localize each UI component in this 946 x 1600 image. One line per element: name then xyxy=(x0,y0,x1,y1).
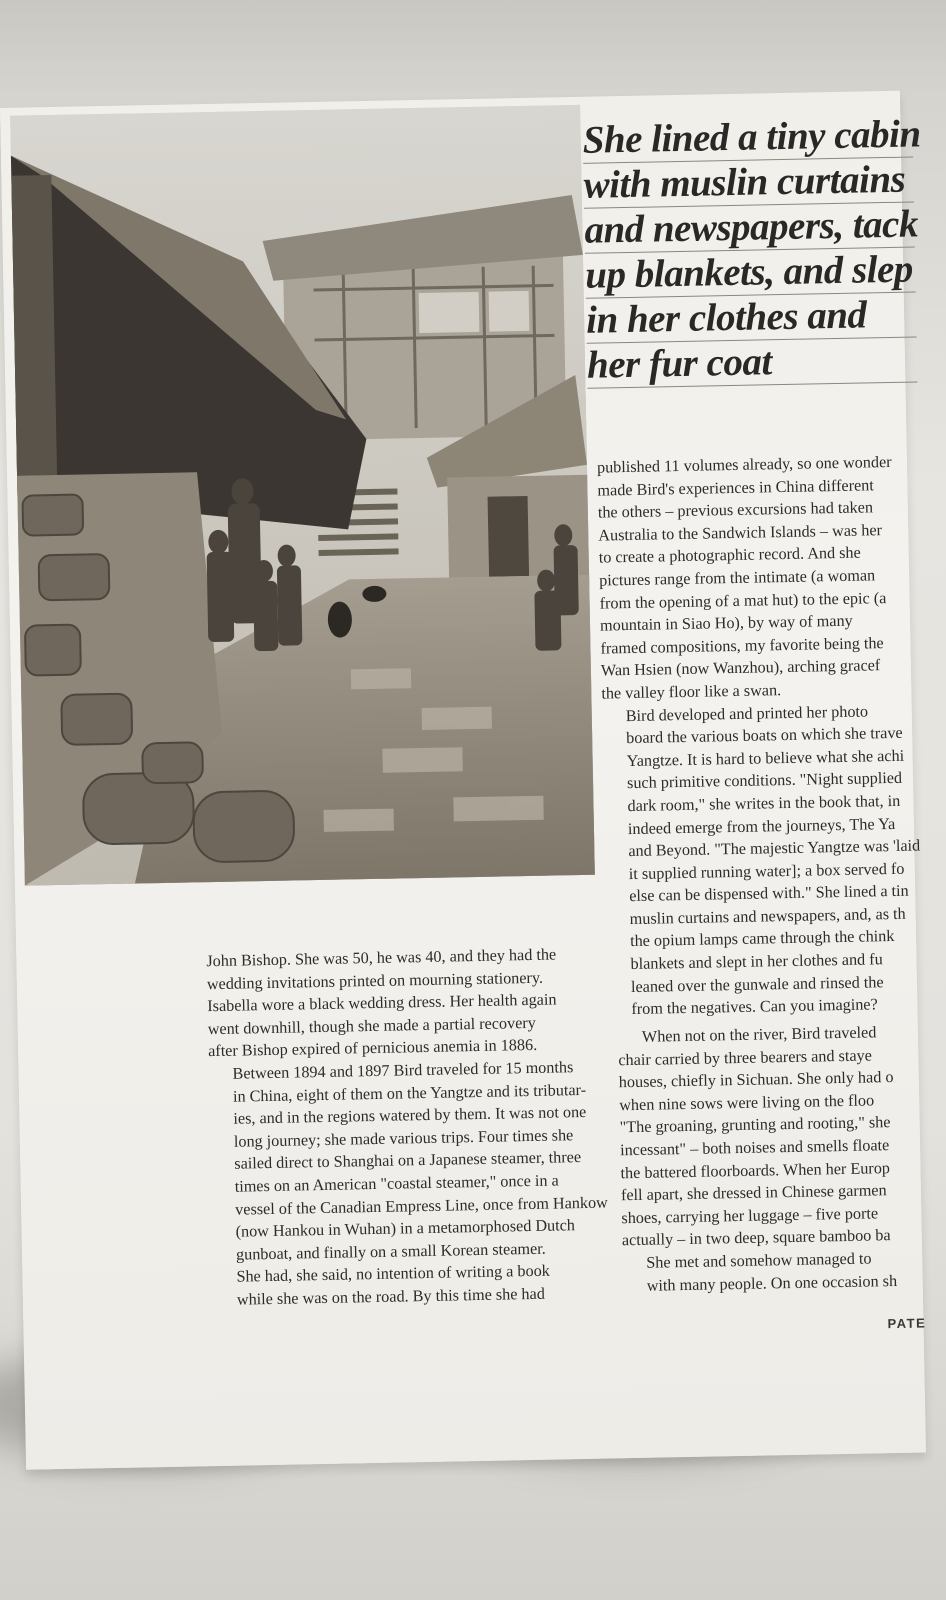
text-line: times on an American "coastal steamer," once in a xyxy=(234,1171,559,1196)
body-column-right-bottom xyxy=(618,1020,943,1297)
text-line: blankets and slept in her clothes and fu xyxy=(630,950,883,974)
text-line: pictures range from the intimate (a woman xyxy=(599,566,876,590)
text-line: and Beyond. "The majestic Yangtze was 'laid xyxy=(628,836,921,861)
text-line: (now Hankou in Wuhan) in a metamorphosed Dutch xyxy=(235,1216,576,1241)
text-line: indeed emerge from the journeys, The Ya xyxy=(627,814,896,838)
text-line: went downhill, though she made a partial recovery xyxy=(207,1013,536,1038)
historic-street-photograph xyxy=(10,105,595,886)
paragraph xyxy=(208,1055,617,1266)
text-line: actually – in two deep, square bamboo ba xyxy=(621,1226,891,1250)
text-line: ies, and in the regions watered by them. It was not one xyxy=(233,1103,587,1128)
text-line: Australia to the Sandwich Islands – was her xyxy=(598,520,883,545)
text-line: while she was on the road. By this time she had xyxy=(236,1284,546,1309)
text-line: Isabella wore a black wedding dress. Her health again xyxy=(207,990,557,1016)
paragraph xyxy=(602,699,938,1022)
text-line: wedding invitations printed on mourning stationery. xyxy=(206,968,544,993)
paragraph xyxy=(597,450,932,705)
text-line: made Bird's experiences in China different xyxy=(597,475,874,500)
text-line: vessel of the Canadian Empress Line, once from Hankow xyxy=(235,1193,608,1219)
pull-quote-line: her fur coat xyxy=(587,337,918,388)
body-column-left xyxy=(206,942,618,1311)
text-line: published 11 volumes already, so one wonder xyxy=(596,452,892,477)
text-line: mountain in Siao Ho), by way of many xyxy=(599,611,853,635)
text-line: Wan Hsien (now Wanzhou), arching gracef xyxy=(600,656,881,680)
text-line: leaned over the gunwale and rinsed the xyxy=(630,972,884,996)
text-line: after Bishop expired of pernicious anemia in 1886. xyxy=(207,1036,538,1061)
text-line: from the opening of a mat hut) to the epic (a xyxy=(599,588,887,613)
text-line: She had, she said, no intention of writing a book xyxy=(236,1261,550,1286)
text-line: the battered floorboards. When her Europ xyxy=(620,1158,891,1182)
text-line: from the negatives. Can you imagine? xyxy=(631,995,878,1019)
text-line: framed compositions, my favorite being the xyxy=(600,633,884,658)
paragraph xyxy=(206,942,613,1063)
paragraph xyxy=(212,1259,618,1312)
text-line: the others – previous excursions had taken xyxy=(597,498,874,522)
paragraph xyxy=(618,1020,942,1252)
text-line: the valley floor like a swan. xyxy=(601,681,782,703)
text-line: incessant" – both noises and smells floate xyxy=(619,1136,890,1160)
text-line: When not on the river, Bird traveled xyxy=(641,1023,877,1046)
text-line: Yangtze. It is hard to believe what she achi xyxy=(626,746,905,770)
text-line: with many people. On one occasion sh xyxy=(646,1271,898,1295)
text-line: Between 1894 and 1897 Bird traveled for 15 months xyxy=(232,1058,574,1083)
text-line: when nine sows were living on the floo xyxy=(619,1091,875,1115)
folio: PATE xyxy=(887,1315,927,1332)
magazine-page xyxy=(0,91,926,1470)
photograph-illustration xyxy=(10,105,595,886)
text-line: chair carried by three bearers and staye xyxy=(618,1046,872,1069)
text-line: to create a photographic record. And she xyxy=(598,543,861,567)
pull-quote xyxy=(582,112,921,388)
pull-quote-line: with muslin curtains xyxy=(583,157,914,208)
text-line: houses, chiefly in Sichuan. She only had o xyxy=(618,1068,894,1092)
paragraph xyxy=(622,1246,943,1297)
body-column-right-top xyxy=(597,450,938,1021)
text-line: "The groaning, grunting and rooting," she xyxy=(619,1113,891,1137)
text-line: fell apart, she dressed in Chinese garmen xyxy=(620,1181,887,1205)
text-line: else can be dispensed with." She lined a tin xyxy=(629,881,909,906)
text-line: in China, eight of them on the Yangtze and its tributar- xyxy=(232,1080,587,1106)
text-line: sailed direct to Shanghai on a Japanese steamer, three xyxy=(234,1148,582,1174)
text-line: gunboat, and finally on a small Korean steamer. xyxy=(235,1239,546,1264)
pull-quote-line: and newspapers, tack xyxy=(584,202,919,252)
pull-quote-line: in her clothes and xyxy=(586,292,917,343)
text-line: the opium lamps came through the chink xyxy=(629,927,895,951)
text-line: dark room," she writes in the book that, in xyxy=(627,791,901,815)
text-line: muslin curtains and newspapers, and, as th xyxy=(629,904,906,928)
text-line: board the various boats on which she trave xyxy=(626,723,903,748)
text-line: it supplied running water]; a box served fo xyxy=(628,859,905,883)
text-line: long journey; she made various trips. Four times she xyxy=(233,1125,574,1151)
text-line: John Bishop. She was 50, he was 40, and they had the xyxy=(206,945,557,971)
pull-quote-line: up blankets, and slep xyxy=(585,247,916,298)
text-line: Bird developed and printed her photo xyxy=(625,701,869,725)
text-line: shoes, carrying her luggage – five porte xyxy=(621,1204,879,1228)
text-line: such primitive conditions. "Night supplied xyxy=(626,769,903,793)
pull-quote-line: She lined a tiny cabin xyxy=(582,112,921,162)
text-line: She met and somehow managed to xyxy=(646,1249,872,1272)
